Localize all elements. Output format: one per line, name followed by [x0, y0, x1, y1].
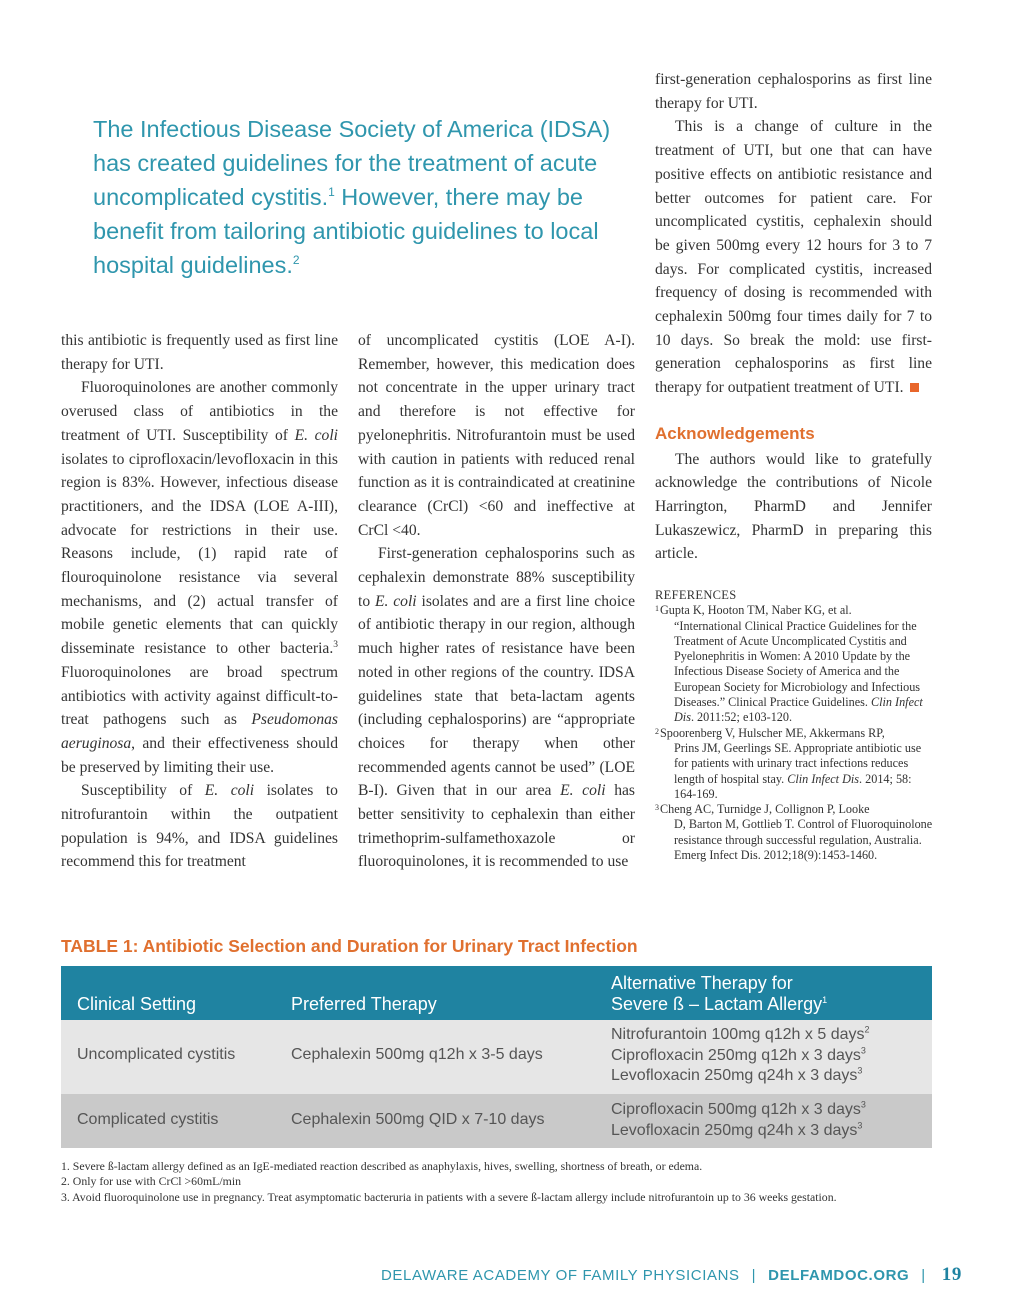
footnote: 1. Severe ß-lactam allergy defined as an IgE-mediated reaction described as anaphylaxis, hives, swelling, shortness of breath, or edema. [61, 1159, 703, 1173]
reference-item: 3 Cheng AC, Turnidge J, Collignon P, Looke D, Barton M, Gottlieb T. Control of Fluoroquinolone resistance through successful regulation, Australia. Emerg Infect Dis. 2012;18(9):1453-1460. [655, 802, 933, 863]
page-footer [381, 1264, 962, 1286]
pull-quote-sup-b: 2 [292, 253, 300, 268]
page-number: 19 [941, 1264, 962, 1285]
pull-quote-text-b: However, there may be benefit from tailoring antibiotic guidelines to local hospital guidelines. [93, 184, 599, 278]
article-column-1 [61, 329, 338, 874]
cell-preferred: Cephalexin 500mg QID x 7-10 days [291, 1111, 545, 1128]
reference-item: 1 Gupta K, Hooton TM, Naber KG, et al. “International Clinical Practice Guidelines for the Treatment of Acute Uncomplicated Cystitis and Pyelonephritis in Women: A 2010 Update by the Infectious Disease Society of America and the European Society for Microbiology and Infectious Diseases.” Clinical Practice Guidelines. Clin Infect Dis. 2011:52; e103-120. [655, 603, 923, 725]
cell-setting: Complicated cystitis [77, 1111, 219, 1128]
article-column-2 [358, 329, 635, 874]
acknowledgements-heading: Acknowledgements [655, 423, 815, 443]
footnote: 3. Avoid fluoroquinolone use in pregnancy. Treat asymptomatic bacteruria in patients with a severe ß-lactam allergy include nitrofurantoin up to 36 weeks gestation. [61, 1189, 837, 1204]
cell-preferred: Cephalexin 500mg q12h x 3-5 days [291, 1046, 543, 1063]
cell-alternative: Nitrofurantoin 100mg q12h x 5 days$^2$ Ciprofloxacin 250mg q12h x 3 days$^3$ Levofloxacin 250mg q24h x 3 days$^3$ [611, 1024, 870, 1084]
references-heading: REFERENCES [655, 588, 737, 602]
cell-setting: Uncomplicated cystitis [77, 1046, 236, 1063]
table-header-row [61, 966, 932, 1020]
header-alternative-therapy: Alternative Therapy for Severe ß – Lactam Allergy$^1$ [611, 973, 828, 1014]
footer-org: DELAWARE ACADEMY OF FAMILY PHYSICIANS [380, 1267, 740, 1284]
header-preferred-therapy: Preferred Therapy [291, 994, 437, 1014]
pull-quote-text-a: The Infectious Disease Society of America (IDSA) has created guidelines for the treatment of acute uncomplicated cystitis. [93, 116, 611, 210]
footer-separator-2: | [921, 1267, 926, 1284]
article-column-3 [655, 68, 932, 566]
end-of-article-mark [910, 383, 919, 392]
col3-para-1: first-generation cephalosporins as first line therapy for UTI. [655, 71, 932, 112]
references [655, 588, 935, 863]
col1-para-3: Susceptibility of E. coli isolates to nitrofurantoin within the outpatient population is 94%, and IDSA guidelines recommend this for treatment [61, 782, 338, 871]
table-title: TABLE 1: Antibiotic Selection and Duration for Urinary Tract Infection [61, 936, 638, 956]
acknowledgements-text: The authors would like to gratefully acknowledge the contributions of Nicole Harrington, PharmD and Jennifer Lukaszewicz, PharmD in preparing this article. [655, 450, 932, 563]
pull-quote-sup-a: 1 [328, 185, 335, 200]
table-row [61, 1094, 932, 1148]
col2-para-1: of uncomplicated cystitis (LOE A-I). Remember, however, this medication does not concentrate in the upper urinary tract and therefore is not effective for pyelonephritis. Nitrofurantoin must be used with caution in patients with reduced renal function as it is contraindicated at creatinine clearance (CrCl) <60 and ineffective at CrCl <40. [358, 332, 635, 539]
antibiotic-table [61, 966, 932, 1148]
footer-site: DELFAMDOC.ORG [768, 1267, 910, 1284]
header-clinical-setting: Clinical Setting [77, 994, 197, 1014]
pull-quote [93, 112, 613, 282]
footnote: 2. Only for use with CrCl >60mL/min [61, 1174, 241, 1189]
table-row [61, 1020, 932, 1094]
col3-para-2: This is a change of culture in the treatment of UTI, but one that can have positive effects on antibiotic resistance and better outcomes for patient care. For uncomplicated cystitis, cephalexin should be given 500mg every 12 hours for 3 to 7 days. For complicated cystitis, increased frequency of dosing is recommended with cephalexin 500mg four times daily for 7 to 10 days. So break the mold: use first-generation cephalosporins as first line therapy for outpatient treatment of UTI. [655, 118, 932, 397]
cell-alternative: Ciprofloxacin 500mg q12h x 3 days$^3$ Levofloxacin 250mg q24h x 3 days$^3$ [611, 1099, 866, 1139]
col2-para-2: First-generation cephalosporins such as cephalexin demonstrate 88% susceptibility to E. coli isolates and are a first line choice of antibiotic therapy in our region, although much higher rates of resistance have been noted in other regions of the country. IDSA guidelines state that beta-lactam agents (including cephalosporins) are “appropriate choices for therapy when other recommended agents cannot be used” (LOE B-I). Given that in our area E. coli has better sensitivity to cephalexin than either trimethoprim-sulfamethoxazole or fluoroquinolones, it is recommended to use [358, 545, 635, 871]
reference-item: 2 Spoorenberg V, Hulscher ME, Akkermans RP, Prins JM, Geerlings SE. Appropriate antibiotic use for patients with urinary tract infections reduces length of hospital stay. Clin Infect Dis. 2014; 58: 164-169. [655, 725, 922, 801]
table-footnotes [61, 1159, 961, 1205]
col1-para-2: Fluoroquinolones are another commonly overused class of antibiotics in the treatment of UTI. Susceptibility of E. coli isolates to ciprofloxacin/levofloxacin in this region is 83%. However, infectious disease practitioners, and the IDSA (LOE A-III), advocate for restrictions in their use. Reasons include, (1) rapid rate of flouroquinolone resistance via several mechanisms, and (2) actual transfer of mobile genetic elements that can quickly disseminate resistance to other bacteria.$^3$ Fluoroquinolones are broad spectrum antibiotics with activity against difficult-to-treat pathogens such as Pseudomonas aeruginosa, and their effectiveness should be preserved by limiting their use. [61, 379, 338, 776]
footer-separator: | [751, 1267, 757, 1284]
col1-para-1: this antibiotic is frequently used as first line therapy for UTI. [61, 332, 338, 373]
